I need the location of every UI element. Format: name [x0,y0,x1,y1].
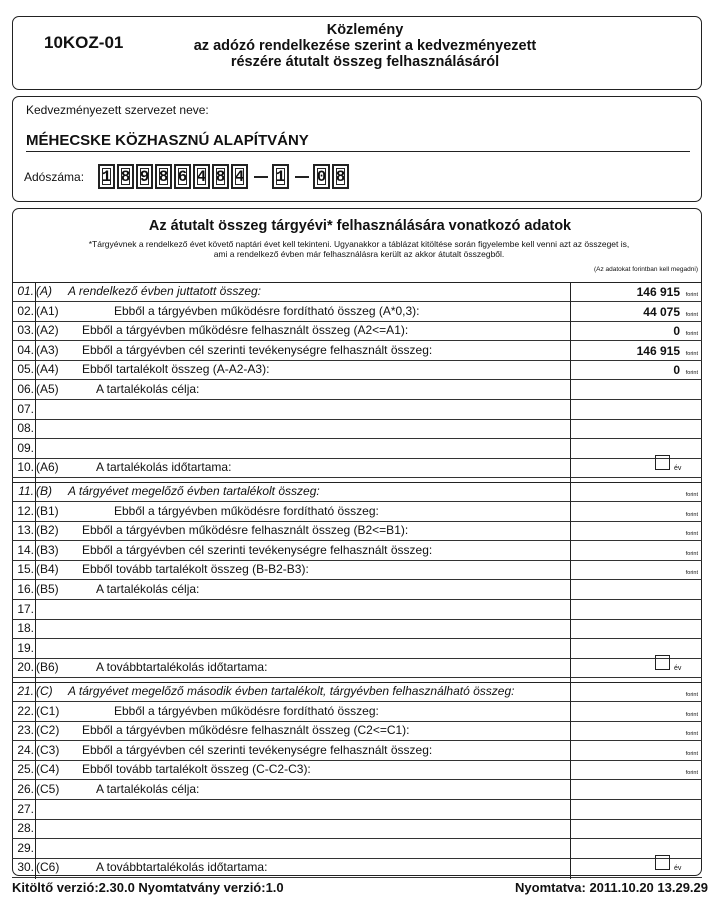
year-duration-checkbox[interactable] [655,855,670,870]
row-description: A továbbtartalékolás időtartama: [96,660,268,675]
group-separator [12,282,702,283]
row-code: (A6) [36,460,59,475]
amount-field[interactable] [570,722,702,741]
amount-field[interactable] [570,303,702,322]
tax-digit-box: 8 [332,164,349,189]
row-code: (B2) [36,523,59,538]
table-row [12,601,702,620]
row-number: 15. [17,562,34,577]
row-description: Ebből a tárgyévben működésre felhasznált összeg (B2<=B1): [82,523,409,538]
row-code: (B5) [36,582,59,596]
table-row [12,459,702,478]
section-title: Az átutalt összeg tárgyévi* felhasználására vonatkozó adatok [148,218,572,234]
unit-note: (Az adatokat forintban kell megadni) [593,266,698,273]
year-duration-checkbox[interactable] [655,655,670,670]
row-number: 20. [17,660,34,675]
year-unit-label: év [674,665,682,673]
row-number-divider [35,283,36,879]
amount-field[interactable] [570,742,702,761]
amount-value: 0 [673,324,680,339]
row-number: 22. [17,703,34,718]
row-description: A tartalékolás célja: [96,582,200,596]
table-row [12,361,702,380]
tax-digit-box: 1 [272,164,289,189]
table-row [12,840,702,859]
row-description: Ebből a tárgyévben működésre fordítható összeg: [114,503,379,518]
row-number: 23. [17,723,34,738]
row-description: Ebből a tárgyévben cél szerinti tevékenységre felhasznált összeg: [82,342,433,357]
table-row [12,401,702,420]
amount-field[interactable] [570,561,702,580]
row-number: 13. [17,523,34,538]
tax-digit-box: 6 [174,164,191,189]
row-code: (B) [36,484,52,498]
row-code: (C3) [36,742,60,757]
forint-unit-label: forint [685,350,698,357]
row-description: Ebből a tárgyévben cél szerinti tevékenységre felhasznált összeg: [82,542,433,557]
amount-field[interactable] [570,322,702,341]
row-code: (C2) [36,723,60,738]
row-number: 09. [17,440,34,455]
table-row [12,703,702,722]
row-description: Ebből a tárgyévben cél szerinti tevékenységre felhasznált összeg: [82,742,433,757]
table-row [12,722,702,741]
amount-value: 146 915 [636,285,680,299]
forint-unit-label: forint [685,770,698,777]
row-number: 04. [17,342,34,357]
row-description: A tartalékolás időtartama: [96,460,232,475]
row-description: Ebből tartalékolt összeg (A-A2-A3): [82,362,270,377]
row-number: 07. [17,401,34,416]
row-number: 10. [17,460,34,475]
row-description: A rendelkező évben juttatott összeg: [68,284,262,298]
row-number: 26. [17,782,34,796]
forint-unit-label: forint [685,750,698,757]
forint-unit-label: forint [685,311,698,318]
amount-field[interactable] [570,522,702,541]
row-number: 03. [17,323,34,338]
amount-field[interactable] [570,503,702,522]
row-number: 12. [17,503,34,518]
row-number: 16. [17,582,34,596]
row-code: (C) [36,684,53,698]
table-row [12,683,702,702]
forint-unit-label: forint [685,292,698,298]
table-row [12,420,702,439]
tax-digit-box: 8 [212,164,229,189]
forint-unit-label: forint [685,550,698,557]
table-row [12,303,702,322]
row-number: 05. [17,362,34,377]
table-row [12,483,702,502]
row-number: 19. [17,640,34,655]
row-code: (A4) [36,362,59,377]
forint-unit-label: forint [685,531,698,538]
row-number: 25. [17,762,34,777]
row-number: 27. [17,801,34,816]
footnote-line-1: *Tárgyévnek a rendelkező évet követő naptári évet kell tekinteni. Ugyanakkor a táblázat kitöltése során figyelembe kell venni azt az összeget is, [88,239,630,249]
table-row [12,801,702,820]
row-description: A tartalékolás célja: [96,782,200,796]
table-row [12,283,702,302]
row-number: 14. [17,542,34,557]
row-number: 24. [17,742,34,757]
amount-field[interactable] [570,283,702,302]
amount-field[interactable] [570,683,702,702]
row-code: (B4) [36,562,59,577]
row-number: 01. [17,284,34,298]
tax-digit-box: 8 [155,164,172,189]
table-row [12,522,702,541]
forint-unit-label: forint [685,711,698,718]
form-title [140,22,590,70]
row-description: A tárgyévet megelőző évben tartalékolt összeg: [68,484,320,498]
amount-field[interactable] [570,483,702,502]
row-code: (C4) [36,762,60,777]
table-row [12,581,702,600]
row-description: Ebből a tárgyévben működésre felhasznált összeg (A2<=A1): [82,323,409,338]
row-number: 11. [18,484,34,498]
year-unit-label: év [674,865,682,873]
title-line-2: az adózó rendelkezése szerint a kedvezményezett [193,38,537,54]
title-line-3: részére átutalt összeg felhasználásáról [230,54,500,70]
table-row [12,440,702,459]
tax-digit-box: 4 [193,164,210,189]
organization-name: MÉHECSKE KÖZHASZNÚ ALAPÍTVÁNY [26,132,309,149]
table-row [12,322,702,341]
forint-unit-label: forint [685,331,698,338]
tax-digit-box: 4 [231,164,248,189]
amount-value: 0 [673,363,680,378]
row-description: Ebből tovább tartalékolt összeg (B-B2-B3): [82,562,309,577]
row-number: 21. [17,684,34,698]
footnote [14,239,704,259]
row-code: (A5) [36,382,59,396]
row-number: 17. [17,601,34,616]
organization-label: Kedvezményezett szervezet neve: [26,103,209,117]
row-code: (A2) [36,323,59,338]
tax-separator-dash [295,176,309,178]
footer-version: Kitöltő verzió:2.30.0 Nyomtatvány verzió:1.0 [12,880,284,895]
forint-unit-label: forint [685,570,698,577]
forint-unit-label: forint [685,511,698,518]
title-line-1: Közlemény [326,22,404,38]
tax-digit-box: 1 [98,164,115,189]
row-description: A tárgyévet megelőző második évben tartalékolt, tárgyévben felhasználható összeg: [68,684,515,698]
forint-unit-label: forint [685,731,698,738]
row-code: (C6) [36,860,60,875]
forint-unit-label: forint [685,370,698,377]
tax-digit-box: 8 [117,164,134,189]
table-row [12,640,702,659]
table-row [12,342,702,361]
year-duration-checkbox[interactable] [655,455,670,470]
organization-name-underline [26,151,690,152]
row-number: 30. [17,860,34,875]
row-code: (B3) [36,542,59,557]
footer-printed: Nyomtatva: 2011.10.20 13.29.29 [515,880,708,895]
row-number: 02. [17,303,34,318]
amount-field[interactable] [570,342,702,361]
row-description: Ebből tovább tartalékolt összeg (C-C2-C3): [82,762,311,777]
row-description: A továbbtartalékolás időtartama: [96,860,268,875]
value-column-divider [570,283,571,879]
row-description: A tartalékolás célja: [96,382,200,396]
row-number: 29. [17,840,34,855]
amount-value: 44 075 [643,304,680,319]
tax-number-label: Adószáma: [24,170,85,184]
table-row [12,761,702,780]
year-unit-label: év [674,465,682,473]
amount-field[interactable] [570,703,702,722]
row-code: (C5) [36,782,60,796]
form-code: 10KOZ-01 [44,33,124,52]
table-row [12,781,702,800]
row-number: 08. [17,421,34,436]
amount-field[interactable] [570,542,702,561]
table-row [12,561,702,580]
tax-separator-dash [254,176,268,178]
row-code: (A1) [36,303,59,318]
row-description: Ebből a tárgyévben működésre fordítható összeg (A*0,3): [114,303,420,318]
forint-unit-label: forint [685,492,698,498]
row-number: 06. [17,382,34,396]
data-table [12,283,702,875]
table-row [12,381,702,400]
table-row [12,659,702,678]
table-row [12,820,702,839]
table-row [12,742,702,761]
amount-field[interactable] [570,761,702,780]
row-number: 18. [17,621,34,636]
table-row [12,503,702,522]
row-code: (A) [36,284,52,298]
group-separator [12,682,702,683]
row-number: 28. [17,821,34,836]
group-separator [12,482,702,483]
amount-value: 146 915 [636,343,680,358]
forint-unit-label: forint [685,692,698,698]
tax-number-boxes [98,164,351,189]
row-description: Ebből a tárgyévben működésre fordítható összeg: [114,703,379,718]
table-row [12,542,702,561]
tax-digit-box: 9 [136,164,153,189]
footnote-line-2: ami a rendelkező évben már felhasználásra került az akkor átutalt összegből. [213,249,505,259]
amount-field[interactable] [570,361,702,380]
row-code: (A3) [36,342,59,357]
row-code: (B1) [36,503,59,518]
row-description: Ebből a tárgyévben működésre felhasznált összeg (C2<=C1): [82,723,410,738]
table-row [12,859,702,878]
table-row [12,620,702,639]
row-code: (B6) [36,660,59,675]
tax-digit-box: 0 [313,164,330,189]
row-code: (C1) [36,703,60,718]
